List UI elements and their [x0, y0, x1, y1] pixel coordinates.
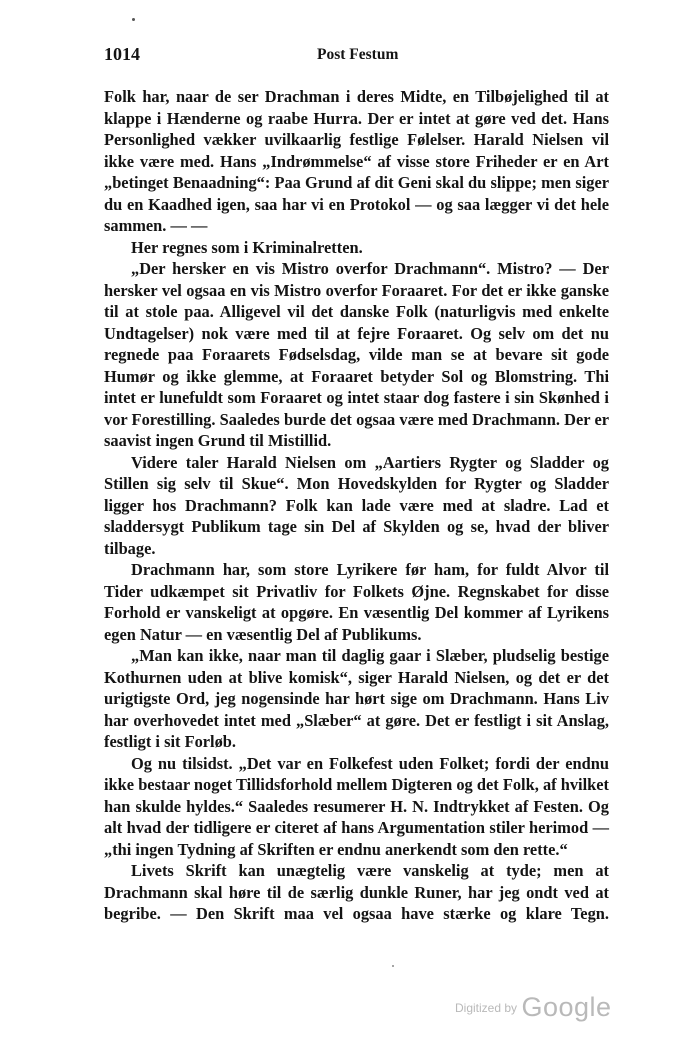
page-header — [104, 44, 609, 70]
paragraph-7: Og nu tilsidst. „Det var en Folkefest uden Folket; fordi der endnu ikke bestaar noget Tillidsforhold mellem Digteren og det Folk, af hvilket han skulde hyldes.“ Saaledes resumerer H. N. Indtrykket af Festen. Og alt hvad der tidligere er citeret af hans Argumentation stiler herimod — „thi ingen Tydning af Skriften er endnu anerkendt som den rette.“ — [104, 753, 609, 859]
body-text — [104, 86, 609, 925]
digitized-watermark — [455, 992, 612, 1023]
page-speck-bottom — [392, 965, 394, 967]
paragraph-8: Livets Skrift kan unægtelig være vanskelig at tyde; men at Drachmann skal høre til de særlig dunkle Runer, har jeg ondt ved at begribe. — Den Skrift maa vel ogsaa have stærke og klare Tegn. — [104, 861, 609, 923]
paragraph-6: „Man kan ikke, naar man til daglig gaar i Slæber, pludselig bestige Kothurnen uden at blive komisk“, siger Harald Nielsen, og det er det urigtigste Ord, jeg nogensinde har hørt sige om Drachmann. Hans Liv har overhovedet intet med „Slæber“ at gøre. Det er festligt i sit Anslag, festligt i sit Forløb. — [104, 646, 609, 751]
paragraph-4: Videre taler Harald Nielsen om „Aartiers Rygter og Sladder og Stillen sig selv til Skue“. Mon Hovedskylden for Rygter og Sladder ligger hos Drachmann? Folk kan lade være med at sladre. Lad et sladdersygt Publikum tage sin Del af Skylden og se, hvad der bliver tilbage. — [104, 452, 609, 558]
google-logo: Google — [521, 992, 612, 1022]
watermark-prefix: Digitized by — [455, 1001, 518, 1015]
paragraph-3: „Der hersker en vis Mistro overfor Drachmann“. Mistro? — Der hersker vel ogsaa en vis Mistro overfor Foraaret. For det er ikke ganske til at stole paa. Alligevel vil det danske Folk (naturligvis med enkelte Undtagelser) nok være med til at fejre Foraaret. Og selv om det nu regnede paa Foraarets Fødselsdag, vilde man se at bevare sit gode Humør og ikke glemme, at Foraaret betyder Sol og Blomstring. Thi intet er lunefuldt som Foraaret og intet staar dog fastere i sin Skønhed i vor Forestilling. Saaledes burde det ogsaa være med Drachmann. Der er saavist ingen Grund til Mistillid. — [104, 259, 609, 450]
page-number: 1014 — [104, 44, 140, 64]
paragraph-2: Her regnes som i Kriminalretten. — [131, 237, 363, 257]
paragraph-5: Drachmann har, som store Lyrikere før ham, for fuldt Alvor til Tider udkæmpet sit Privatliv for Folkets Øjne. Regnskabet for disse Forhold er vanskeligt at opgøre. En væsentlig Del kommer af Lyrikens egen Natur — en væsentlig Del af Publikums. — [104, 560, 609, 644]
paragraph-1: Folk har, naar de ser Drachman i deres Midte, en Tilbøjelighed til at klappe i Hænderne og raabe Hurra. Der er intet at gøre ved det. Hans Personlighed vækker uvilkaarlig festlige Følelser. Harald Nielsen vil ikke være med. Hans „Indrømmelse“ af visse store Friheder er en Art „betinget Benaadning“: Paa Grund af dit Geni skal du slippe; men siger du en Kaadhed igen, saa har vi en Protokol — og saa lægger vi det hele sammen. — — — [104, 87, 609, 235]
page-speck-top — [132, 18, 135, 21]
running-title: Post Festum — [317, 46, 399, 63]
